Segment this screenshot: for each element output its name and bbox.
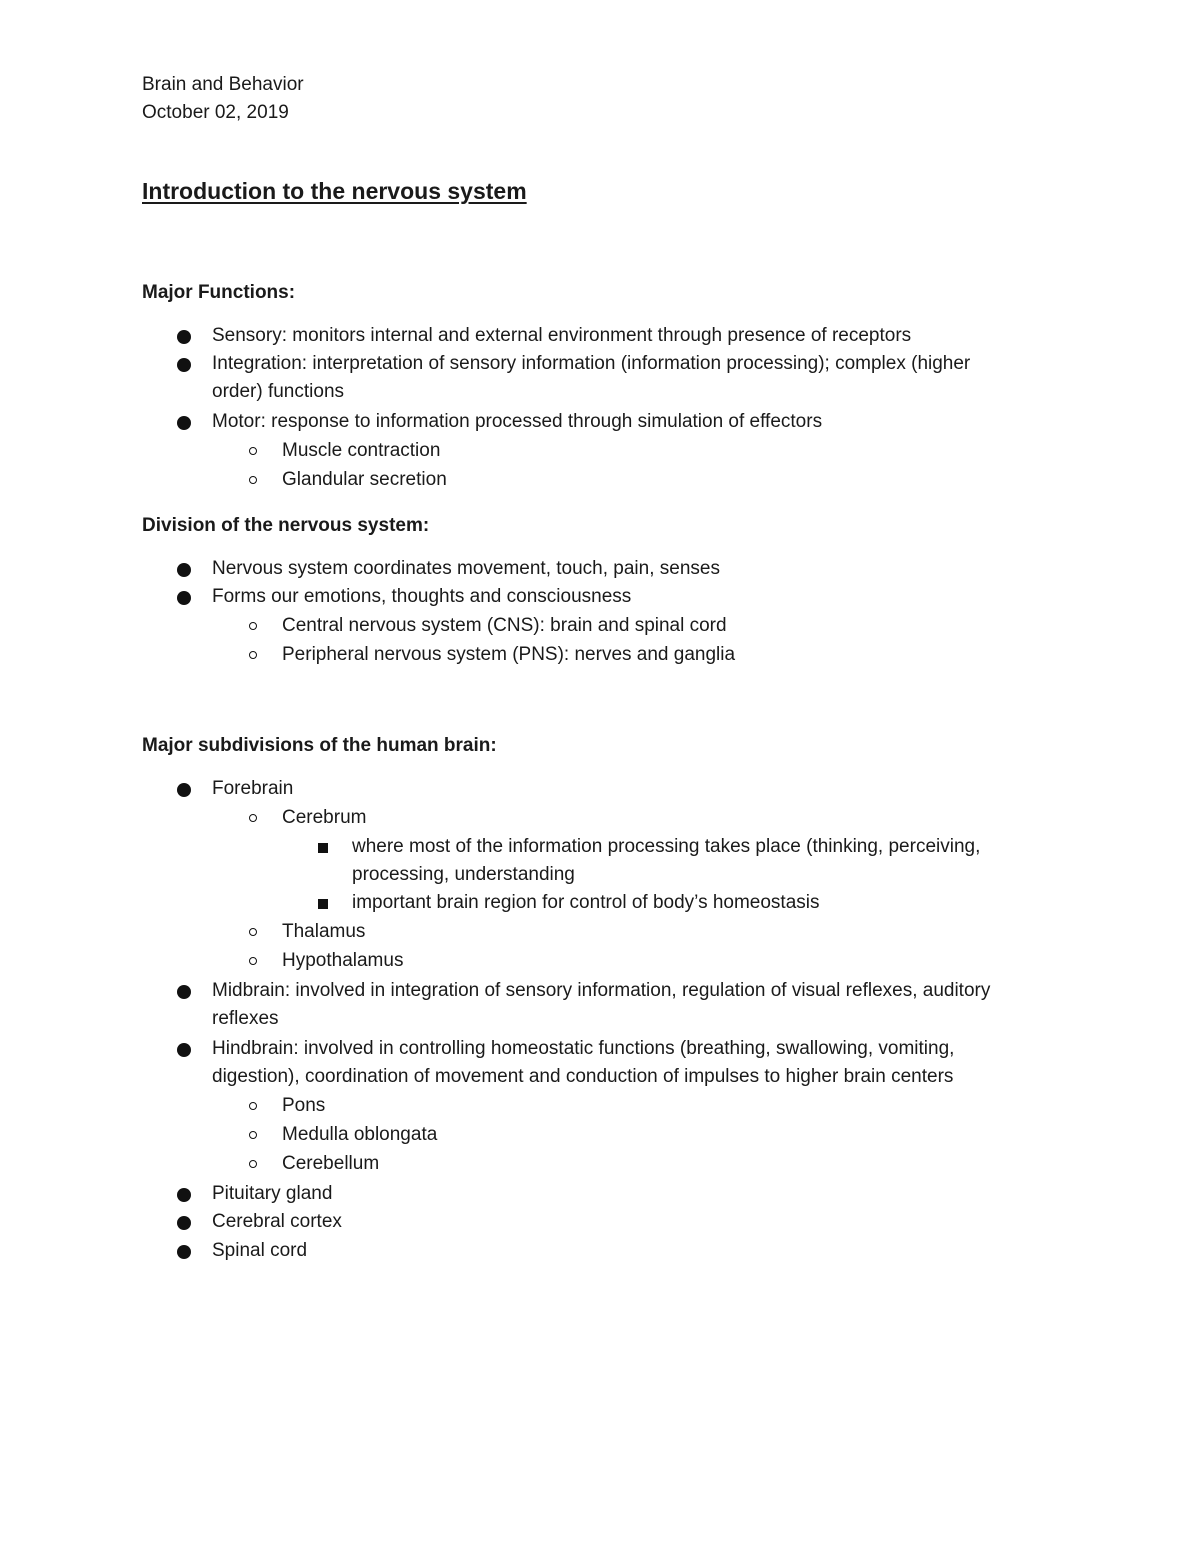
circle-bullet-icon (249, 1160, 257, 1168)
list-item-text: Thalamus (282, 921, 366, 942)
disc-bullet-icon (177, 1043, 191, 1057)
list-item-text: Forms our emotions, thoughts and consciousness (212, 586, 632, 607)
circle-bullet-icon (249, 957, 257, 965)
disc-bullet-icon (177, 985, 191, 999)
square-bullet-icon (318, 899, 328, 909)
list-item-text: Hindbrain: involved in controlling homeostatic functions (breathing, swallowing, vomiting, (212, 1038, 955, 1059)
disc-bullet-icon (177, 783, 191, 797)
list-item-text-continued: digestion), coordination of movement and conduction of impulses to higher brain centers (212, 1066, 954, 1087)
list-item-text: Integration: interpretation of sensory information (information processing); complex (higher (212, 353, 971, 374)
circle-bullet-icon (249, 476, 257, 484)
list-item-text: Hypothalamus (282, 950, 404, 971)
disc-bullet-icon (177, 1245, 191, 1259)
square-bullet-icon (318, 843, 328, 853)
list-item-text: Muscle contraction (282, 440, 441, 461)
list-item-text: where most of the information processing takes place (thinking, perceiving, (352, 836, 981, 857)
circle-bullet-icon (249, 1102, 257, 1110)
list-item-text: Cerebrum (282, 807, 367, 828)
list-item-text-continued: reflexes (212, 1008, 279, 1029)
list-item-text: Cerebellum (282, 1153, 380, 1174)
list-item-text: Motor: response to information processed through simulation of effectors (212, 411, 823, 432)
list-item-text: Peripheral nervous system (PNS): nerves and ganglia (282, 644, 736, 665)
list-item-text: Medulla oblongata (282, 1124, 438, 1145)
disc-bullet-icon (177, 358, 191, 372)
disc-bullet-icon (177, 1188, 191, 1202)
disc-bullet-icon (177, 416, 191, 430)
list-item-text-continued: order) functions (212, 381, 345, 402)
disc-bullet-icon (177, 563, 191, 577)
list-item-text: Pons (282, 1095, 326, 1116)
section-heading-division: Division of the nervous system: (142, 515, 430, 536)
list-item-text: Nervous system coordinates movement, touch, pain, senses (212, 558, 720, 579)
document-date: October 02, 2019 (142, 102, 289, 123)
circle-bullet-icon (249, 651, 257, 659)
list-item-text: Forebrain (212, 778, 294, 799)
list-item-text: Cerebral cortex (212, 1211, 342, 1232)
disc-bullet-icon (177, 591, 191, 605)
list-item-text: Central nervous system (CNS): brain and spinal cord (282, 615, 727, 636)
circle-bullet-icon (249, 814, 257, 822)
circle-bullet-icon (249, 447, 257, 455)
circle-bullet-icon (249, 1131, 257, 1139)
list-item-text: important brain region for control of body’s homeostasis (352, 892, 820, 913)
page-title: Introduction to the nervous system (142, 178, 527, 204)
circle-bullet-icon (249, 622, 257, 630)
list-item-text: Sensory: monitors internal and external environment through presence of receptors (212, 325, 912, 346)
list-item-text: Glandular secretion (282, 469, 447, 490)
disc-bullet-icon (177, 1216, 191, 1230)
section-heading-subdivisions: Major subdivisions of the human brain: (142, 735, 497, 756)
section-heading-major-functions: Major Functions: (142, 282, 296, 303)
list-item-text: Midbrain: involved in integration of sensory information, regulation of visual reflexes, auditory (212, 980, 991, 1001)
circle-bullet-icon (249, 928, 257, 936)
list-item-text-continued: processing, understanding (352, 864, 575, 885)
list-item-text: Pituitary gland (212, 1183, 333, 1204)
list-item-text: Spinal cord (212, 1240, 308, 1261)
course-name: Brain and Behavior (142, 74, 304, 95)
disc-bullet-icon (177, 330, 191, 344)
